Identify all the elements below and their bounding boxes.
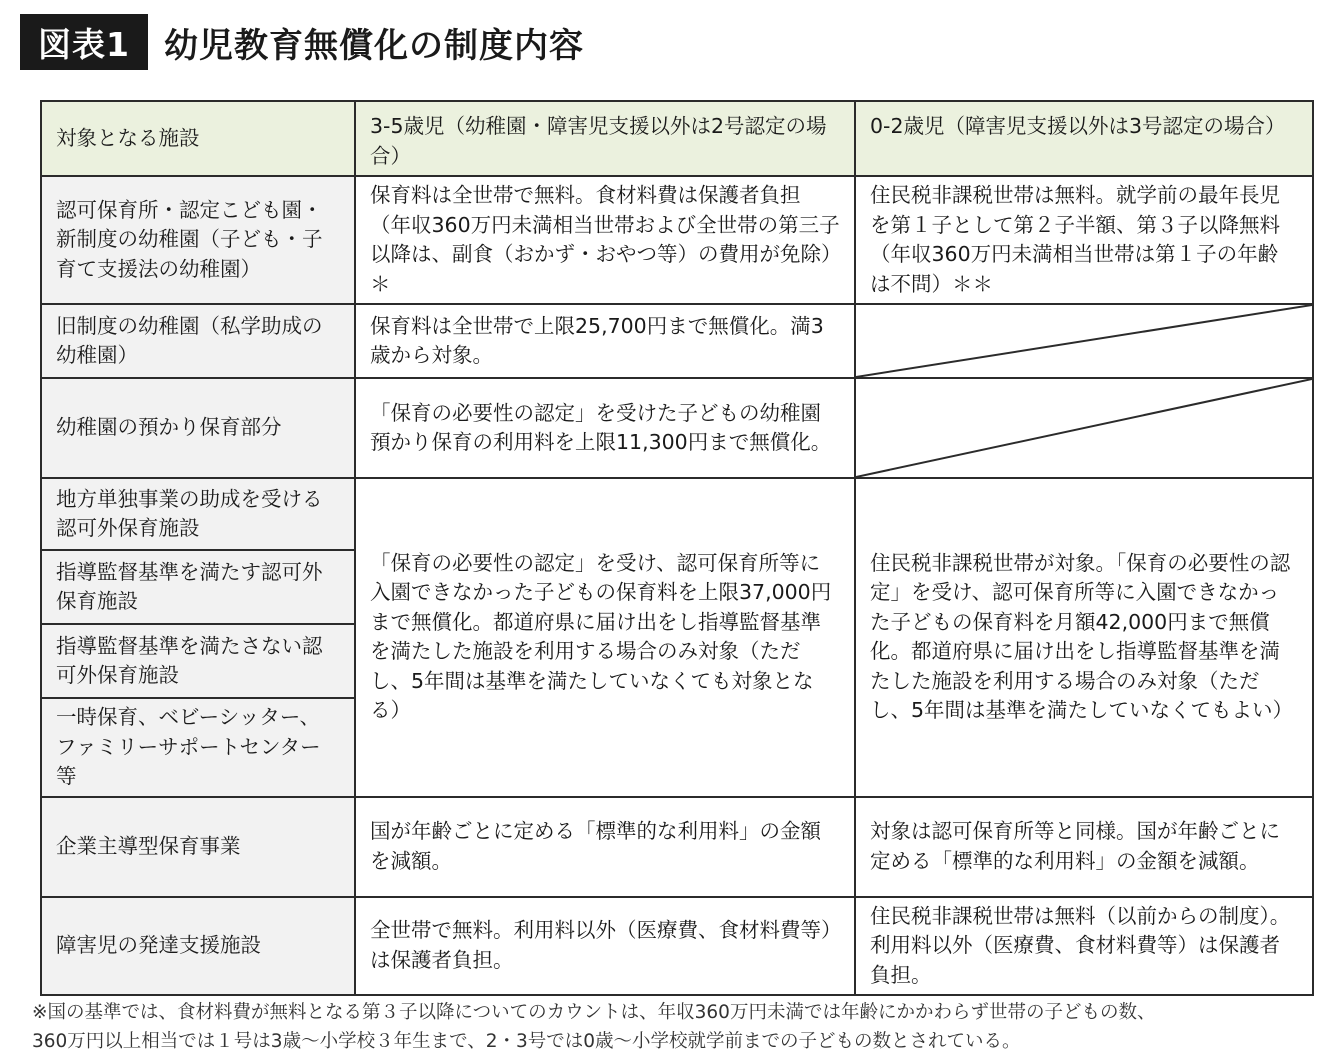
header-facility: 対象となる施設 bbox=[41, 101, 355, 176]
table-header-row bbox=[41, 101, 1313, 176]
table-row bbox=[41, 176, 1313, 304]
table-row bbox=[41, 378, 1313, 478]
age-0-2-cell: 住民税非課税世帯が対象。「保育の必要性の認定」を受け、認可保育所等に入園できなかった子どもの保育料を月額42,000円まで無償化。都道府県に届け出をし指導監督基準を満たした施設を利用する場合のみ対象（ただし、5年間は基準を満たしていなくてもよい） bbox=[855, 478, 1313, 797]
not-applicable-cell bbox=[855, 304, 1313, 378]
age-0-2-cell: 対象は認可保育所等と同様。国が年齢ごとに定める「標準的な利用料」の金額を減額。 bbox=[855, 797, 1313, 897]
facility-cell: 障害児の発達支援施設 bbox=[41, 897, 355, 996]
childcare-free-policy-table bbox=[40, 100, 1314, 996]
facility-cell: 旧制度の幼稚園（私学助成の幼稚園） bbox=[41, 304, 355, 378]
not-applicable-cell bbox=[855, 378, 1313, 478]
diagonal-slash bbox=[856, 379, 1312, 477]
table-row bbox=[41, 478, 1313, 550]
facility-cell: 指導監督基準を満たさない認可外保育施設 bbox=[41, 624, 355, 698]
facility-cell: 一時保育、ベビーシッター、ファミリーサポートセンター等 bbox=[41, 698, 355, 797]
age-0-2-cell: 住民税非課税世帯は無料。就学前の最年長児を第１子として第２子半額、第３子以降無料（年収360万円未満相当世帯は第１子の年齢は不問）＊＊ bbox=[855, 176, 1313, 304]
header-age-3-5: 3-5歳児（幼稚園・障害児支援以外は2号認定の場合） bbox=[355, 101, 855, 176]
footnote bbox=[32, 998, 1322, 1056]
diagonal-slash bbox=[856, 305, 1312, 377]
age-3-5-cell: 保育料は全世帯で無料。食材料費は保護者負担（年収360万円未満相当世帯および全世帯の第三子以降は、副食（おかず・おやつ等）の費用が免除）＊ bbox=[355, 176, 855, 304]
facility-cell: 地方単独事業の助成を受ける認可外保育施設 bbox=[41, 478, 355, 550]
table-row bbox=[41, 304, 1313, 378]
figure-badge: 図表1 bbox=[20, 14, 148, 70]
footnote-line: 360万円以上相当では１号は3歳～小学校３年生まで、2・3号では0歳～小学校就学前までの子どもの数とされている。 bbox=[32, 1031, 1021, 1052]
age-3-5-cell: 全世帯で無料。利用料以外（医療費、食材料費等）は保護者負担。 bbox=[355, 897, 855, 996]
header-age-0-2: 0-2歳児（障害児支援以外は3号認定の場合） bbox=[855, 101, 1313, 176]
figure-header bbox=[20, 14, 584, 70]
facility-cell: 企業主導型保育事業 bbox=[41, 797, 355, 897]
age-3-5-cell: 保育料は全世帯で上限25,700円まで無償化。満3歳から対象。 bbox=[355, 304, 855, 378]
facility-cell: 幼稚園の預かり保育部分 bbox=[41, 378, 355, 478]
age-3-5-cell: 国が年齢ごとに定める「標準的な利用料」の金額を減額。 bbox=[355, 797, 855, 897]
footnote-line: ※国の基準では、食材料費が無料となる第３子以降についてのカウントは、年収360万円未満では年齢にかかわらず世帯の子どもの数、 bbox=[32, 1002, 1156, 1023]
facility-cell: 認可保育所・認定こども園・新制度の幼稚園（子ども・子育て支援法の幼稚園） bbox=[41, 176, 355, 304]
figure-title: 幼児教育無償化の制度内容 bbox=[163, 25, 584, 66]
table-row bbox=[41, 797, 1313, 897]
table-row bbox=[41, 897, 1313, 996]
facility-cell: 指導監督基準を満たす認可外保育施設 bbox=[41, 550, 355, 624]
age-3-5-cell: 「保育の必要性の認定」を受け、認可保育所等に入園できなかった子どもの保育料を上限37,000円まで無償化。都道府県に届け出をし指導監督基準を満たした施設を利用する場合のみ対象（ただし、5年間は基準を満たしていなくても対象となる） bbox=[355, 478, 855, 797]
age-0-2-cell: 住民税非課税世帯は無料（以前からの制度）。利用料以外（医療費、食材料費等）は保護者負担。 bbox=[855, 897, 1313, 996]
age-3-5-cell: 「保育の必要性の認定」を受けた子どもの幼稚園預かり保育の利用料を上限11,300円まで無償化。 bbox=[355, 378, 855, 478]
